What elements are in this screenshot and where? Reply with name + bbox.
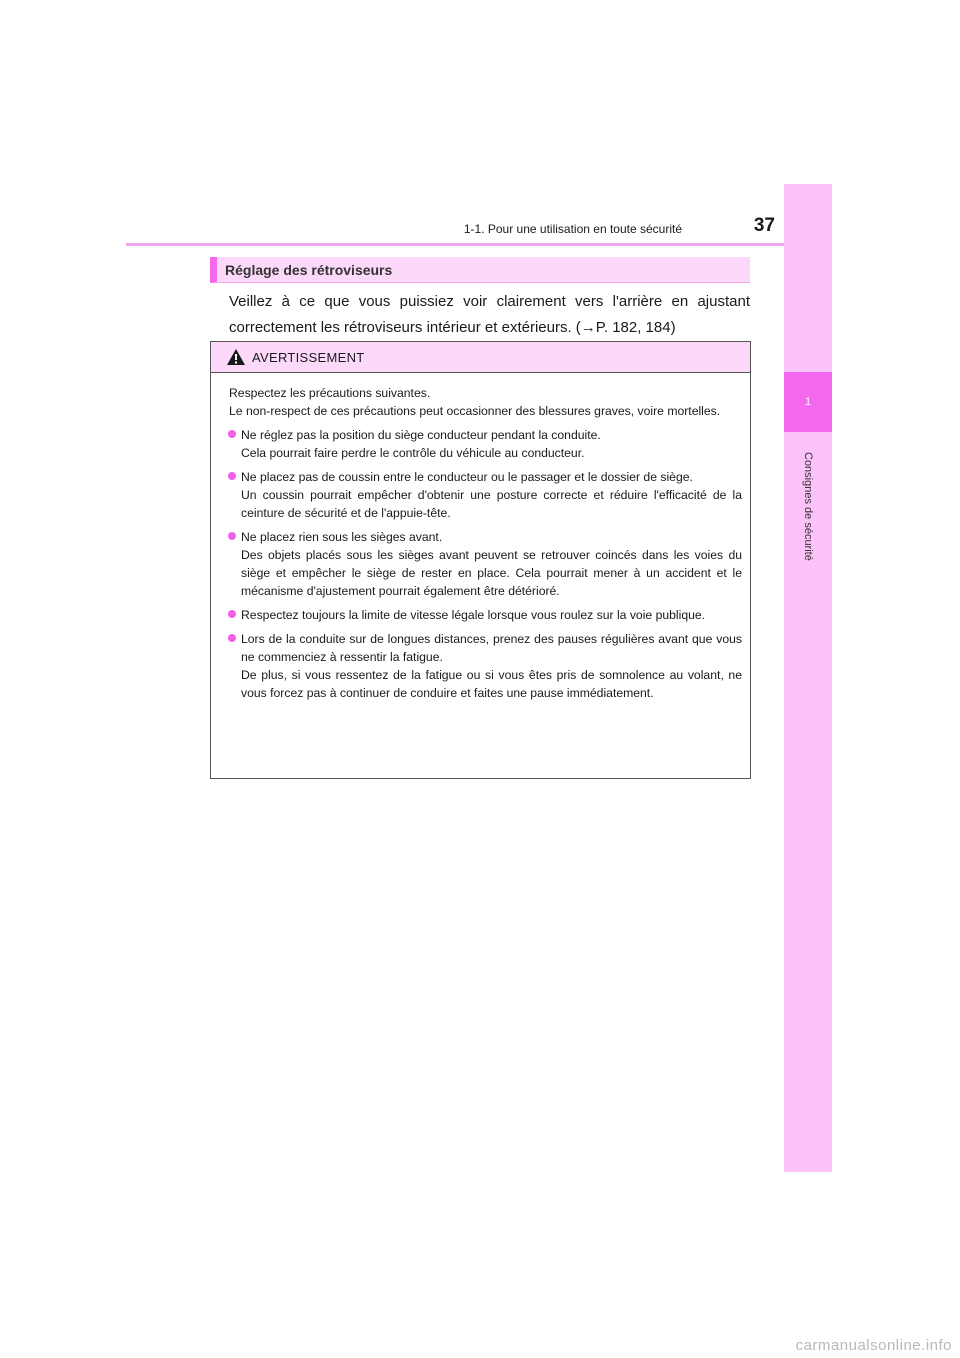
bullet-dot-icon xyxy=(228,532,236,540)
page-number: 37 xyxy=(753,215,775,236)
chapter-title: Consignes de sécurité xyxy=(802,451,814,561)
bullet-dot-icon xyxy=(228,634,236,642)
section-intro-text: Veillez à ce que vous puissiez voir clairement vers l'arrière en ajustant correctement les rétroviseurs intérieur et extérieurs. (→P. 182, 184) xyxy=(229,293,750,336)
bullet-line: Cela pourrait faire perdre le contrôle du véhicule au conducteur. xyxy=(241,446,585,460)
chapter-number-box xyxy=(784,372,832,432)
header-rule xyxy=(126,243,832,246)
bullet-line: Des objets placés sous les sièges avant peuvent se retrouver coincés dans les voies du siège et empêcher le siège de rester en place. Cela pourrait mener à un accident et le mécanisme d'ajustement pourrait également être détérioré. xyxy=(241,548,742,598)
bullet-dot-icon xyxy=(228,610,236,618)
bullet-line: Un coussin pourrait empêcher d'obtenir une posture correcte et réduire l'efficacité de la ceinture de sécurité et de l'appuie-tête. xyxy=(241,488,742,520)
warning-bullet-item xyxy=(229,528,742,600)
warning-bullet-item xyxy=(229,606,742,624)
watermark: carmanualsonline.info xyxy=(795,1337,952,1354)
bullet-line: Ne placez rien sous les sièges avant. xyxy=(241,530,443,544)
bullet-dot-icon xyxy=(228,430,236,438)
chapter-side-tab xyxy=(784,184,832,1172)
section-heading-text: Réglage des rétroviseurs xyxy=(225,261,393,278)
bullet-line: De plus, si vous ressentez de la fatigue ou si vous êtes pris de somnolence au volant, ne vous forcez pas à continuer de conduire et faites une pause immédiatement. xyxy=(241,668,742,700)
bullet-dot-icon xyxy=(228,472,236,480)
warning-intro-line: Respectez les précautions suivantes. xyxy=(229,386,431,400)
warning-intro-line: Le non-respect de ces précautions peut occasionner des blessures graves, voire mortelles. xyxy=(229,404,721,418)
running-header-section: 1-1. Pour une utilisation en toute sécurité xyxy=(463,222,682,236)
warning-header xyxy=(211,342,750,373)
bullet-line: Lors de la conduite sur de longues distances, prenez des pauses régulières avant que vous ne commenciez à ressentir la fatigue. xyxy=(241,632,742,664)
bullet-line: Respectez toujours la limite de vitesse légale lorsque vous roulez sur la voie publique. xyxy=(241,608,706,622)
warning-triangle-icon xyxy=(226,348,246,366)
bullet-line: Ne réglez pas la position du siège conducteur pendant la conduite. xyxy=(241,428,601,442)
warning-box xyxy=(210,341,751,779)
bullet-line: Ne placez pas de coussin entre le conducteur ou le passager et le dossier de siège. xyxy=(241,470,693,484)
warning-body xyxy=(211,373,750,702)
warning-bullet-item xyxy=(229,630,742,702)
warning-bullet-item xyxy=(229,468,742,522)
warning-title: AVERTISSEMENT xyxy=(252,349,365,365)
section-heading xyxy=(210,257,750,283)
warning-bullet-item xyxy=(229,426,742,462)
chapter-number: 1 xyxy=(804,396,812,408)
